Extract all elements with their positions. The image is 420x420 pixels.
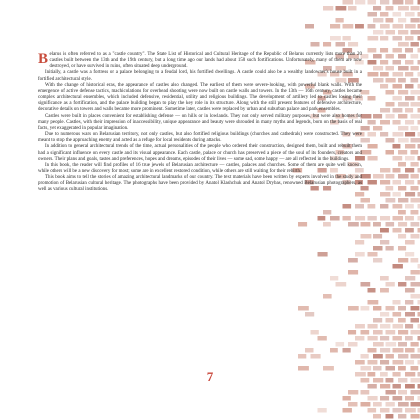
brick [398,30,408,35]
brick [368,60,377,65]
brick [411,198,420,203]
brick [343,24,354,29]
brick [405,36,414,41]
brick [298,354,306,359]
brick [411,78,419,83]
brick [393,132,404,137]
brick [393,48,402,53]
brick [380,228,389,233]
brick [368,396,378,401]
brick [361,282,371,287]
brick [386,342,397,347]
brick [393,336,402,341]
brick [380,336,389,341]
brick [336,342,345,347]
brick [411,234,420,239]
brick [411,66,419,71]
brick [368,12,378,17]
brick [411,6,420,11]
brick [398,150,407,155]
brick [393,0,404,5]
brick [373,354,383,359]
brick [411,42,419,47]
brick [405,96,415,101]
brick [393,36,403,41]
brick [368,96,376,101]
brick [343,348,351,353]
brick [398,342,407,347]
brick [336,282,347,287]
brick [393,324,404,329]
brick [343,396,351,401]
brick [411,222,420,227]
brick [380,408,390,413]
brick [330,36,341,41]
brick [368,324,378,329]
brick [355,324,365,329]
brick [373,18,383,23]
brick [361,390,370,395]
brick [398,282,406,287]
brick [361,354,369,359]
brick [405,288,415,293]
brick [411,186,419,191]
brick [380,396,389,401]
brick [373,114,382,119]
brick [411,330,420,335]
brick [355,336,364,341]
brick [373,342,384,347]
brick [398,222,407,227]
brick [318,252,328,257]
brick [373,258,382,263]
brick [405,240,415,245]
brick [368,300,379,305]
brick [393,120,401,125]
brick [380,60,388,65]
brick [348,222,359,227]
brick [398,390,407,395]
brick [411,210,419,215]
brick [393,192,401,197]
brick [386,318,394,323]
brick [393,84,403,89]
brick [323,222,331,227]
brick [380,204,388,209]
brick [330,216,340,221]
brick [405,120,414,125]
brick [361,306,370,311]
brick [298,306,309,311]
brick [318,336,327,341]
brick [380,192,390,197]
brick [393,228,402,233]
brick [398,54,406,59]
brick [368,36,379,41]
brick [386,54,394,59]
brick [386,138,395,143]
brick [405,348,415,353]
brick [368,132,377,137]
brick [373,78,384,83]
brick [405,324,413,329]
brick [405,180,414,185]
brick [386,90,395,95]
brick [405,144,415,149]
brick [405,84,414,89]
brick [373,126,382,131]
brick [373,66,383,71]
paragraph-1: Belarus is often referred to as a "castle country". The State List of Historical and Cultural Heritage of the Republic of Belarus currently lists more than 20 castles built between the 13th and the 19th century, but a long time ago our lands had about 150 such fortifications. Unfortunately, many of them are now destroyed, or have survived in ruins, often situated deep underground. [38,50,362,70]
brick [405,216,414,221]
brick [405,24,416,29]
brick [393,156,403,161]
brick [405,12,415,17]
brick [405,192,415,197]
brick [386,222,395,227]
brick [380,84,388,89]
brick [393,72,404,77]
brick [380,72,389,77]
brick [393,168,401,173]
brick [393,24,404,29]
brick [373,402,382,407]
brick [393,108,403,113]
brick [386,150,395,155]
brick [386,174,395,179]
brick [368,24,376,29]
brick [411,414,420,419]
brick [380,348,390,353]
brick [393,96,402,101]
brick [355,360,365,365]
brick [368,156,378,161]
brick [386,102,395,107]
brick [373,246,383,251]
brick [311,330,319,335]
brick [386,402,395,407]
brick [380,168,390,173]
brick [348,342,358,347]
brick [405,72,413,77]
brick [398,90,408,95]
brick [405,360,414,365]
brick [398,174,409,179]
brick [318,408,327,413]
brick [386,66,395,71]
brick [348,6,357,11]
brick [380,0,389,5]
brick [411,30,420,35]
brick [411,342,419,347]
brick [368,348,377,353]
brick [398,234,406,239]
brick [411,318,420,323]
brick [386,330,396,335]
brick [398,6,409,11]
brick [405,60,414,65]
brick [380,12,388,17]
brick [348,306,359,311]
brick [405,156,415,161]
brick [386,246,394,251]
brick [393,204,403,209]
brick [380,180,390,185]
brick [398,126,408,131]
brick [398,114,407,119]
brick [405,132,415,137]
brick [398,318,406,323]
brick [348,330,356,335]
brick [368,180,377,185]
brick [348,402,358,407]
brick [368,252,378,257]
brick [398,330,408,335]
brick [398,210,406,215]
brick [411,258,419,263]
brick [373,6,381,11]
brick [343,36,351,41]
brick [398,198,408,203]
brick [373,174,384,179]
brick [411,126,419,131]
brick [380,288,389,293]
brick [393,408,403,413]
page-number: 7 [206,369,214,384]
brick [318,216,326,221]
brick [380,324,390,329]
brick [405,168,414,173]
brick [398,186,406,191]
brick [380,276,389,281]
brick [405,228,414,233]
brick [393,60,402,65]
brick [361,234,372,239]
brick [405,396,414,401]
brick [330,276,338,281]
brick [411,18,420,23]
brick [348,42,358,47]
brick [336,18,344,23]
brick [411,390,420,395]
brick [323,42,331,47]
brick [380,360,389,365]
brick [398,42,409,47]
brick [373,306,381,311]
brick [411,294,420,299]
brick [405,408,416,413]
brick [305,312,314,317]
brick [386,30,396,35]
brick [355,240,364,245]
brick [348,258,358,263]
brick [380,120,390,125]
brick [330,24,340,29]
brick [368,288,376,293]
brick [386,390,396,395]
brick [411,354,420,359]
brick [393,216,404,221]
brick [368,360,378,365]
brick [411,402,420,407]
brick [386,354,394,359]
brick [398,162,406,167]
brick [398,414,406,419]
brick [368,204,376,209]
brick [398,402,409,407]
brick [361,174,371,179]
brick [411,90,420,95]
brick [323,210,331,215]
brick [368,408,377,413]
brick [405,48,413,53]
brick [373,30,383,35]
brick [348,270,358,275]
brick [355,252,365,257]
brick [393,360,404,365]
brick [411,306,420,311]
brick [411,54,419,59]
brick [398,18,406,23]
body-text [38,52,362,194]
brick [343,204,352,209]
brick [393,312,402,317]
brick [355,204,364,209]
brick [361,150,372,155]
brick [311,42,320,47]
brick [311,354,321,359]
brick [411,162,419,167]
brick [398,66,409,71]
brick [368,72,379,77]
brick [393,180,402,185]
brick [368,0,377,5]
brick [386,6,394,11]
brick [380,24,390,29]
brick [380,132,388,137]
brick [373,222,381,227]
brick [348,390,358,395]
brick [305,24,314,29]
brick [398,78,406,83]
brick [386,78,396,83]
brick [298,222,307,227]
brick [405,312,415,317]
brick [386,306,395,311]
brick [398,102,409,107]
brick [373,330,383,335]
brick [373,234,382,239]
brick [330,348,338,353]
brick [343,0,354,5]
brick [398,246,406,251]
brick [393,348,404,353]
brick [405,276,415,281]
brick [405,336,413,341]
brick [393,396,403,401]
brick [368,336,378,341]
drop-cap: B [38,50,49,67]
brick [361,114,372,119]
brick [373,318,382,323]
brick [386,186,394,191]
brick [361,330,370,335]
brick [386,18,394,23]
brick [405,0,413,5]
brick [305,348,314,353]
paragraph-6: In addition to general architectural trends of the time, actual personalities of the people who ordered their construction, designed them, built and rebuilt them had a significant influence on every castle and its visual appearance. Each castle, palace or church has preserved a piece of the soul of its founders, creators and owners. Their plans and goals, tastes and preferences, hopes and dreams, episodes of their lives — some sad, some happy — are all reflected in the buildings. [38,144,362,162]
brick [398,138,409,143]
brick [405,252,414,257]
paragraph-3: With the change of historical eras, the appearance of castles also changed. The earliest of them were severe-looking, with powerful blank walls. With the emergence of active defense tactics, machicolations for overhead shooting were now built on castle walls and towers. In the 13th — 16th century, castles became complex architectural ensembles, which included defensive, residential, utility and religious buildings. The development of artillery led to castles losing their significance as a fortification, and the palace building began to play the key role in its structure. Along with the still present features of defensive architecture, decorative details on towers and walls became more prominent. Sometime later, castles were replaced by urban and suburban palace and park ensembles. [38,82,362,113]
brick [411,138,420,143]
brick [361,402,371,407]
brick [355,0,365,5]
brick [373,414,381,419]
brick [361,198,371,203]
brick [361,222,371,227]
brick [373,54,382,59]
brick [336,42,346,47]
brick [343,216,351,221]
brick [380,312,389,317]
brick [368,144,378,149]
brick [398,306,406,311]
brick [405,204,414,209]
brick [411,114,420,119]
brick [393,264,403,269]
brick [380,48,388,53]
brick [393,144,401,149]
paragraph-5: Due to numerous wars on Belarusian territory, not only castles, but also fortified religious buildings (churches and cathedrals) were constructed. They were meant to stop the approaching enemy and acted as a refuge for local residents during attacks. [38,132,362,144]
brick [398,258,408,263]
brick [323,294,332,299]
brick [380,108,390,113]
paragraph-8: This book aims to tell the stories of amazing architectural landmarks of our country. The text materials have been written by experts involved in the study and promotion of Belarusian cultural heritage. The photographs have been provided by Anatol Klashchuk and Anatol Drybas, renowned Belarusian photographers, as well as various cultural institutions. [38,175,362,193]
brick [336,6,347,11]
brick [411,282,420,287]
paragraph-4: Castles were built in places convenient for establishing defense — on hills or in lowlands. They not only served military purposes, but were also homes for many people. Castles, with their impression of inaccessibility, unique appearance and beauty were shrouded in many myths and legends, born on the basis of real facts, yet exaggerated in popular imagination. [38,113,362,131]
brick [411,174,419,179]
brick [355,24,364,29]
brick [380,240,389,245]
brick [386,414,394,419]
brick [343,408,352,413]
brick [411,270,420,275]
brick [393,12,402,17]
brick [411,150,419,155]
paragraph-2: Initially, a castle was a fortress or a palace belonging to a feudal lord, his fortified dwellings. A castle could also be a wealthy landowner's house built in a fortified architectural style. [38,70,362,82]
brick [380,36,388,41]
brick [393,300,401,305]
brick [368,120,376,125]
brick [411,102,420,107]
paragraph-7: In this book, the reader will find profiles of 16 true jewels of Belarusian architecture — castles, palaces and churches. Some of them are quite well known, while others will be a new discovery for most; some are in excellent restored condition, while others are still waiting for their rebirth. [38,162,362,174]
brick [386,282,395,287]
brick [355,216,365,221]
brick [368,48,377,53]
brick [386,114,395,119]
brick [368,216,377,221]
brick [386,198,396,203]
brick [323,6,333,11]
brick [405,108,413,113]
brick [380,216,390,221]
brick [405,300,413,305]
brick [398,354,408,359]
